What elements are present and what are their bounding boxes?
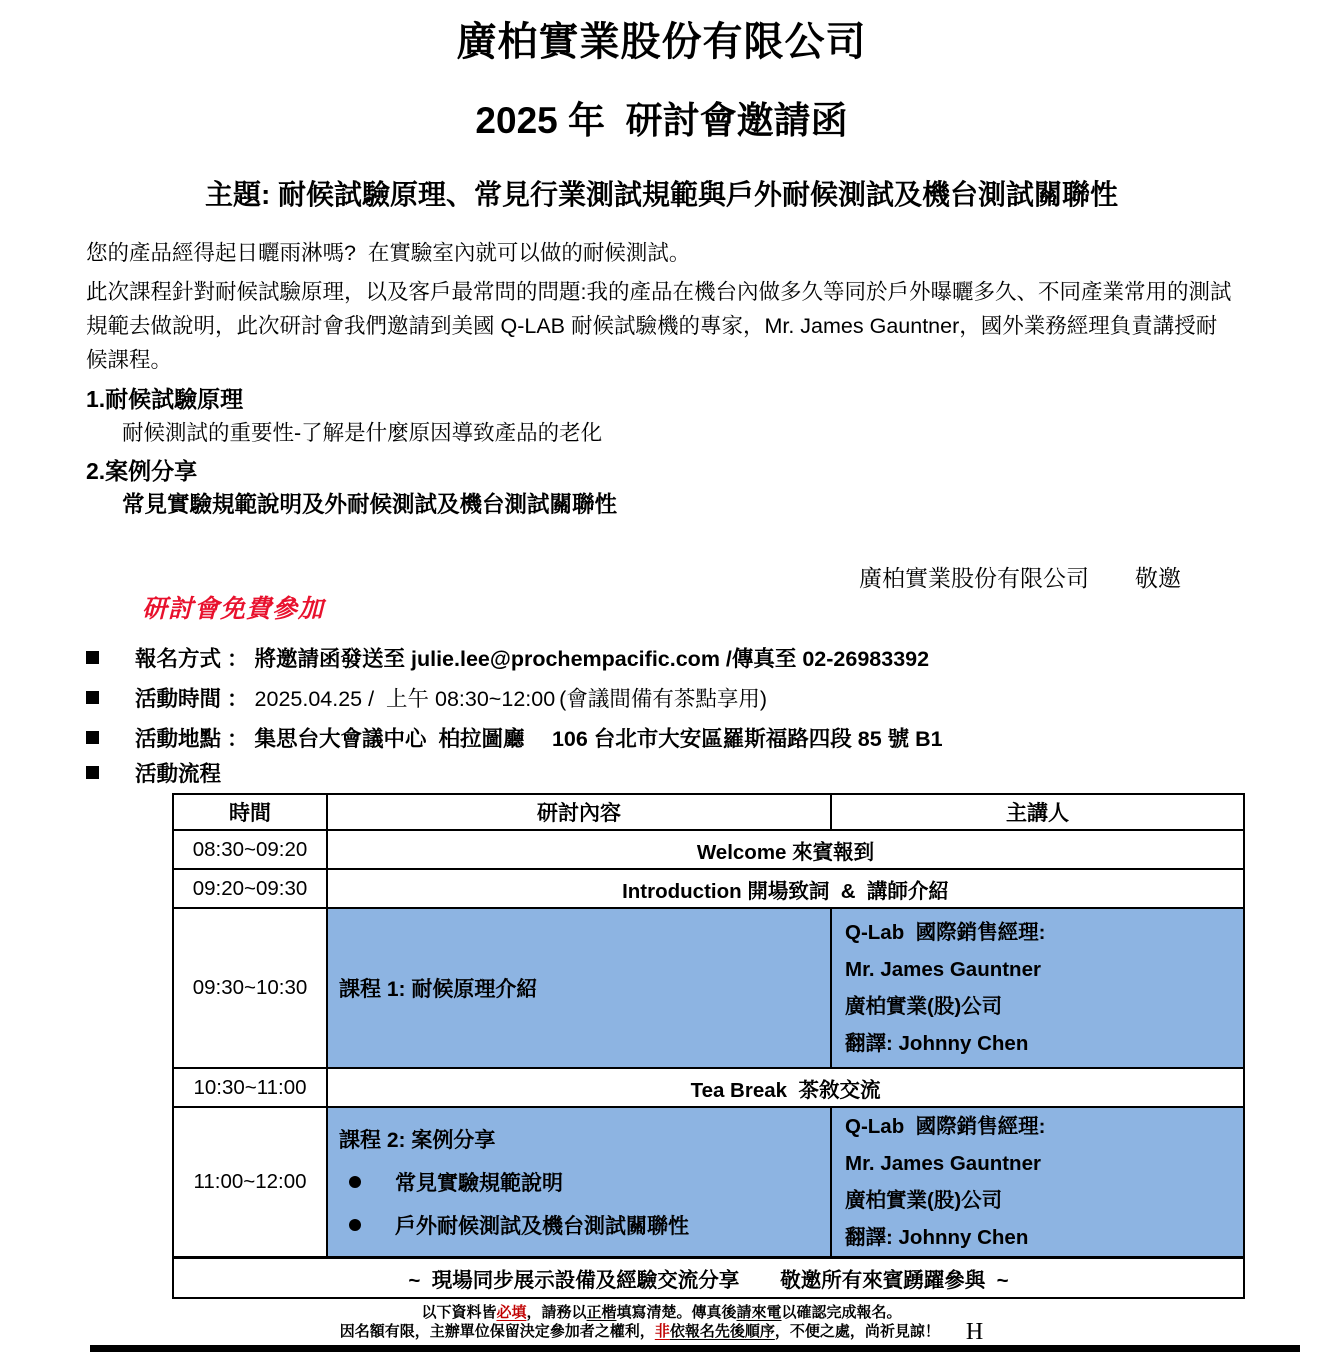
course2-bullet-line — [339, 1167, 830, 1197]
time-note: (會議間備有茶點享用) — [559, 686, 767, 711]
schedule-table — [172, 793, 1245, 1299]
intro-paragraph-2: 此次課程針對耐候試驗原理，以及客戶最常問的問題:我的產品在機台內做多久等同於戶外曝曬多久、不同產業常用的測試規範去做說明，此次研討會我們邀請到美國 Q-LAB 耐候試驗機的專家，Mr. James Gauntner，國外業務經理負責講授耐候課程。 — [86, 280, 1232, 372]
info-separator: ： — [227, 686, 249, 711]
time-cell: 09:30~10:30 — [173, 908, 327, 1068]
course2-bullet-text: 常見實驗規範說明 — [395, 1172, 563, 1195]
event-info-list — [0, 637, 1323, 787]
footnote-text: 填寫清楚。傳真後 — [616, 1304, 737, 1321]
course1-title: 課程 1: 耐候原理介紹 — [339, 978, 538, 1001]
square-bullet-icon — [86, 691, 99, 704]
table-header-row — [173, 794, 1244, 830]
speaker-line: 廣柏實業(股)公司 — [845, 1189, 1003, 1212]
list-item-location — [0, 717, 1323, 757]
footnote-underlined-text: 正楷 — [586, 1304, 617, 1321]
speaker-line: 廣柏實業(股)公司 — [845, 995, 1003, 1018]
footnote-text: ，請務以 — [526, 1304, 587, 1321]
circle-bullet-icon — [349, 1219, 361, 1231]
speaker-cell — [831, 908, 1244, 1068]
footnote-text: 因名額有限，主辦單位保留決定參加者之權利， — [339, 1323, 655, 1340]
column-header-speaker: 主講人 — [831, 794, 1244, 830]
speaker-line: Mr. James Gauntner — [845, 1152, 1041, 1175]
free-admission-banner: 研討會免費參加 — [142, 595, 325, 623]
info-separator: ： — [227, 646, 249, 671]
square-bullet-icon — [86, 651, 99, 664]
footnote-text: 以確認完成報名。 — [781, 1304, 902, 1321]
list-item-time — [0, 677, 1323, 717]
invitation-document — [0, 10, 1323, 1345]
list-item-registration — [0, 637, 1323, 677]
info-label: 活動流程 — [135, 761, 222, 786]
introduction-cell: Introduction 開場致詞 & 講師介紹 — [327, 869, 1244, 908]
company-title: 廣柏實業股份有限公司 — [456, 20, 867, 64]
intro-paragraph-1: 您的產品經得起日曬雨淋嗎? 在實驗室內就可以做的耐候測試。 — [86, 241, 691, 265]
welcome-cell: Welcome 來賓報到 — [327, 830, 1244, 869]
speaker-line: 翻譯: Johnny Chen — [845, 1226, 1029, 1249]
footnote-line-2 — [0, 1319, 1323, 1345]
tea-break-cell: Tea Break 茶敘交流 — [327, 1068, 1244, 1107]
footnote-red-highlight: 非 — [654, 1323, 670, 1340]
course2-bullet-line — [339, 1210, 830, 1240]
outline-section — [0, 382, 1323, 522]
speaker-line: Q-Lab 國際銷售經理: — [845, 921, 1046, 944]
info-label: 活動時間 — [135, 686, 222, 711]
doc-title: 2025 年 研討會邀請函 — [475, 100, 848, 141]
footnote-underlined-text: 請來電 — [736, 1304, 782, 1321]
info-label: 活動地點 — [135, 726, 222, 751]
time-cell: 10:30~11:00 — [173, 1068, 327, 1107]
speaker-cell — [831, 1107, 1244, 1258]
outline-detail-1: 耐候測試的重要性-了解是什麼原因導致產品的老化 — [122, 421, 603, 445]
column-header-time: 時間 — [173, 794, 327, 830]
course2-title: 課程 2: 案例分享 — [339, 1129, 496, 1152]
signoff-line: 廣柏實業股份有限公司 敬邀 — [859, 565, 1181, 591]
footnote-line-1 — [0, 1303, 1323, 1322]
outline-detail-2: 常見實驗規範說明及外耐候測試及機台測試關聯性 — [122, 492, 618, 517]
time-value: 2025.04.25 / 上午 08:30~12:00 — [254, 686, 556, 711]
square-bullet-icon — [86, 731, 99, 744]
table-row — [173, 830, 1244, 869]
bottom-divider-bar — [90, 1345, 1300, 1352]
table-row — [173, 1068, 1244, 1107]
intro-section — [86, 236, 1235, 377]
table-row — [173, 869, 1244, 908]
info-label: 報名方式 — [135, 646, 222, 671]
list-item-agenda — [0, 757, 1323, 787]
course2-bullet-text: 戶外耐候測試及機台測試關聯性 — [395, 1215, 689, 1238]
time-cell: 08:30~09:20 — [173, 830, 327, 869]
table-row — [173, 1107, 1244, 1258]
footnote-text: ，不便之處，尚祈見諒！ — [774, 1323, 940, 1340]
footnote-text: 以下資料皆 — [421, 1304, 497, 1321]
registration-value: 將邀請函發送至 julie.lee@prochempacific.com /傳真至 02-26983392 — [254, 646, 930, 671]
outline-heading-2: 2.案例分享 — [86, 458, 198, 484]
time-cell: 11:00~12:00 — [173, 1107, 327, 1258]
speaker-line: Mr. James Gauntner — [845, 958, 1041, 981]
location-value: 集思台大會議中心 柏拉圖廳 106 台北市大安區羅斯福路四段 85 號 B1 — [254, 726, 943, 751]
footnote-required-highlight: 必填 — [496, 1304, 527, 1321]
table-row — [173, 908, 1244, 1068]
seminar-topic: 主題: 耐候試驗原理、常見行業測試規範與戶外耐候測試及機台測試關聯性 — [204, 179, 1119, 210]
footnote-underlined-text: 依報名先後順序 — [669, 1323, 775, 1340]
circle-bullet-icon — [349, 1176, 361, 1188]
column-header-content: 研討內容 — [327, 794, 831, 830]
course1-cell — [327, 908, 831, 1068]
h-mark: H — [965, 1319, 984, 1345]
outline-heading-1: 1.耐候試驗原理 — [86, 386, 244, 412]
info-separator: ： — [227, 726, 249, 751]
course2-cell — [327, 1107, 831, 1258]
square-bullet-icon — [86, 766, 99, 779]
speaker-line: 翻譯: Johnny Chen — [845, 1032, 1029, 1055]
time-cell: 09:20~09:30 — [173, 869, 327, 908]
table-footer-cell: ~ 現場同步展示設備及經驗交流分享 敬邀所有來賓踴躍參與 ~ — [173, 1258, 1244, 1299]
speaker-line: Q-Lab 國際銷售經理: — [845, 1115, 1046, 1138]
